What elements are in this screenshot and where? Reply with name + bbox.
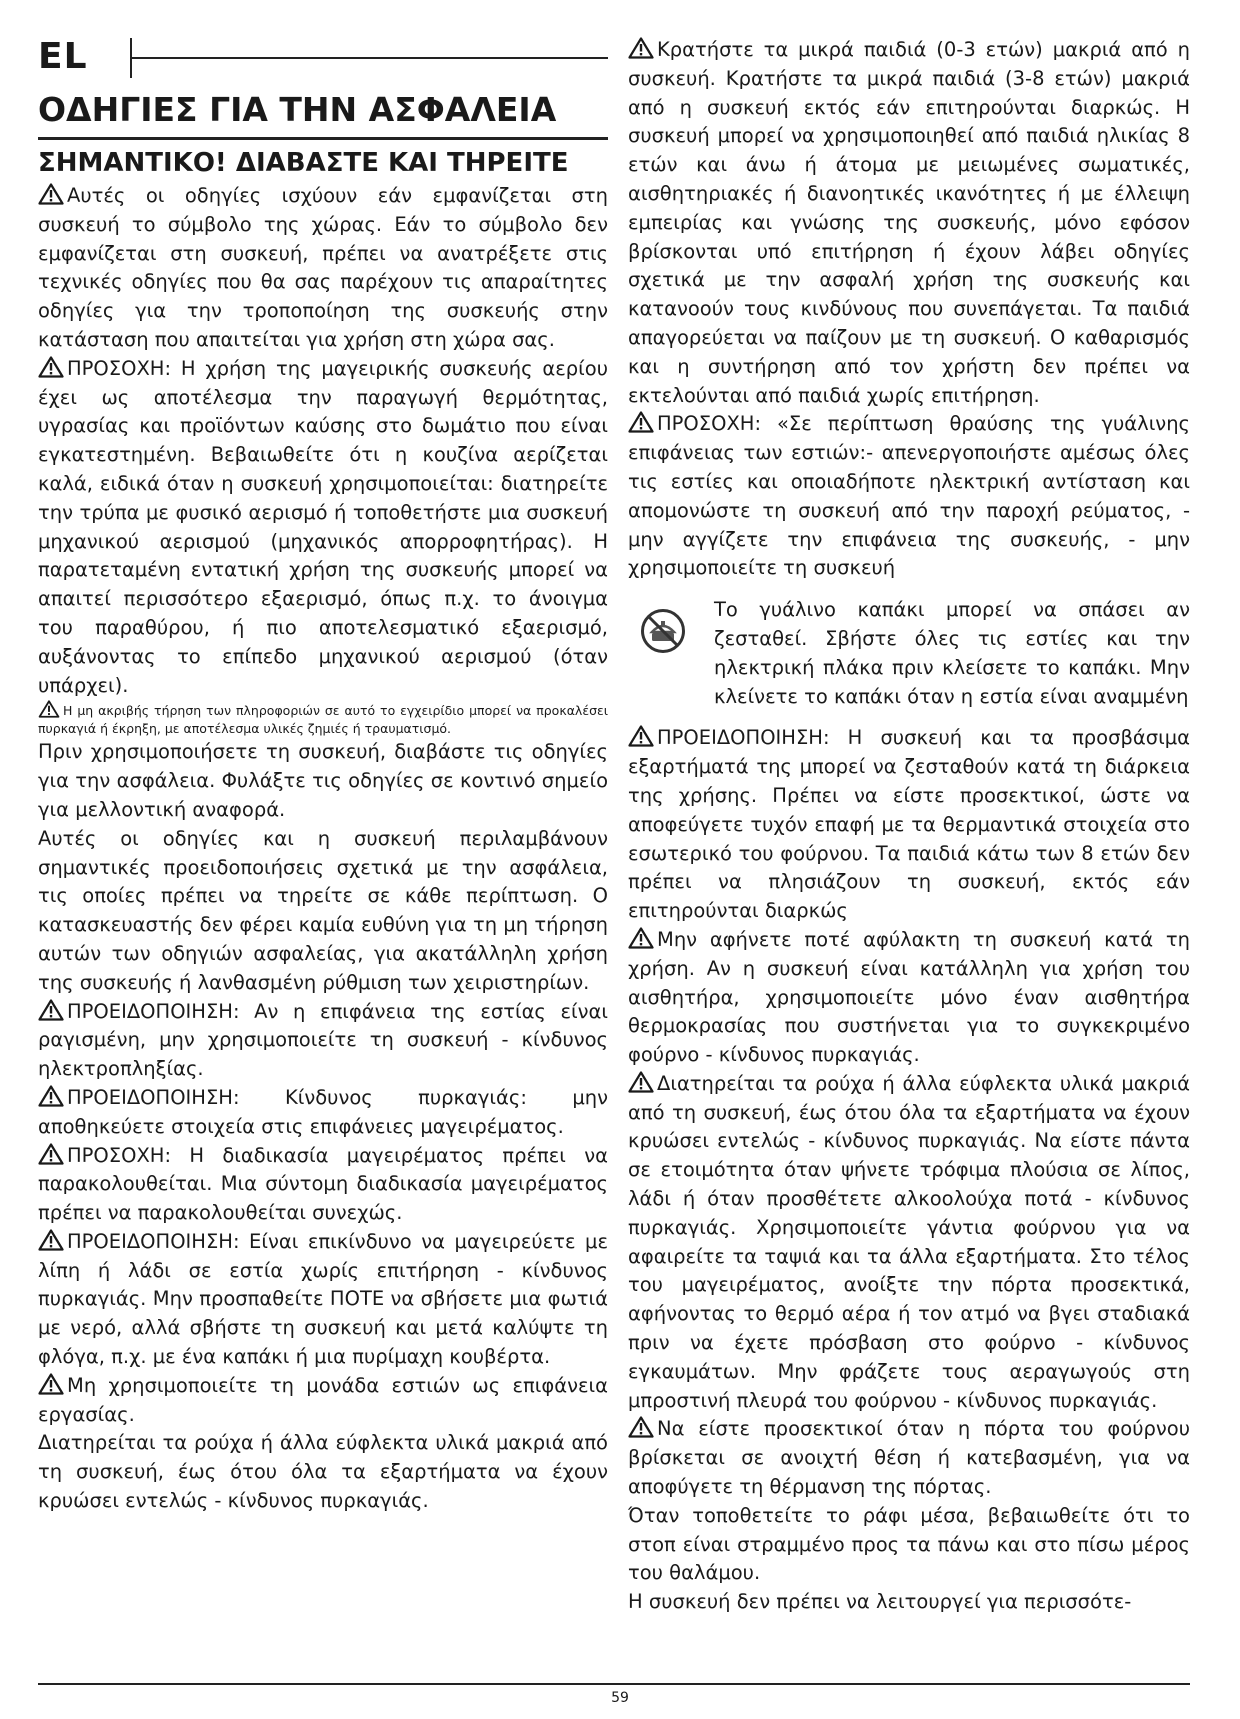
paragraph — [38, 998, 608, 1084]
paragraph-text: ΠΡΟΣΟΧΗ: Η χρήση της μαγειρικής συσκευής αερίου έχει ως αποτέλεσμα την παραγωγή θερμότητας, υγρασίας και προϊόντων καύσης στο δωμάτιο που είναι εγκατεστημένη. Βεβαιωθείτε ότι η κουζίνα αερίζεται καλά, ειδικά όταν η συσκευή χρησιμοποιείται: διατηρείτε την τρύπα με φυσικό αερισμό ή τοποθετήστε μια συσκευή μηχανικού αερισμού (μηχανικός απορροφητήρας). Η παρατεταμένη εντατική χρήση της συσκευής μπορεί να απαιτεί περισσότερο εξαερισμό, όπως π.χ. το άνοιγμα του παραθύρου, ή πιο αποτελεσματικό εξαερισμό, αυξάνοντας το επίπεδο μηχανικού αερισμού (όταν υπάρχει). — [38, 356, 608, 697]
warning-triangle-icon — [628, 927, 654, 949]
paragraph-text: ΠΡΟΕΙΔΟΠΟΙΗΣΗ: Κίνδυνος πυρκαγιάς: μην αποθηκεύετε στοιχεία στις επιφάνειες μαγειρέματος. — [38, 1085, 608, 1138]
glass-lid-note — [628, 596, 1190, 711]
paragraph — [38, 182, 608, 355]
right-bottom-paragraphs — [628, 724, 1190, 1617]
paragraph — [628, 926, 1190, 1070]
paragraph — [628, 724, 1190, 926]
page-number: 59 — [611, 1690, 629, 1706]
paragraph-text: ΠΡΟΕΙΔΟΠΟΙΗΣΗ: Είναι επικίνδυνο να μαγειρεύετε με λίπη ή λάδι σε εστία χωρίς επιτήρηση - κίνδυνος πυρκαγιάς. Μην προσπαθείτε ΠΟΤΕ να σβήσετε μια φωτιά με νερό, αλλά σβήστε τη συσκευή και μετά καλύψτε τη φλόγα, π.χ. με ένα καπάκι ή μια πυρίμαχη κουβέρτα. — [38, 1229, 608, 1369]
paragraph-text: Κρατήστε τα μικρά παιδιά (0-3 ετών) μακριά από η συσκευή. Κρατήστε τα μικρά παιδιά (3-8 ετών) μακριά από η συσκευή εκτός εάν επιτηρούνται διαρκώς. Η συσκευή μπορεί να χρησιμοποιηθεί από παιδιά ηλικίας 8 ετών και άνω ή άτομα με μειωμένες σωματικές, αισθητηριακές ή διανοητικές ικανότητες ή με έλλειψη εμπειρίας και γνώσης της συσκευής, μόνο εφόσον βρίσκονται υπό επιτήρηση ή έχουν λάβει οδηγίες σχετικά με την ασφαλή χρήση της συσκευής και κατανοούν τους κινδύνους που συνεπάγεται. Τα παιδιά απαγορεύεται να παίζουν με τη συσκευή. Ο καθαρισμός και η συντήρηση από τον χρήστη δεν πρέπει να εκτελούνται από παιδιά χωρίς επιτήρηση. — [628, 38, 1190, 407]
paragraph — [38, 738, 608, 824]
header-rule — [130, 57, 608, 59]
warning-triangle-icon — [628, 725, 654, 747]
paragraph — [38, 1429, 608, 1515]
warning-triangle-icon — [38, 356, 64, 378]
paragraph — [38, 1084, 608, 1142]
paragraph-text: Διατηρείται τα ρούχα ή άλλα εύφλεκτα υλικά μακριά από τη συσκευή, έως ότου όλα τα εξαρτήματα να έχουν κρυώσει εντελώς - κίνδυνος πυρκαγιάς. Να είστε πάντα σε ετοιμότητα όταν ψήνετε τρόφιμα πλούσια σε λίπος, λάδι ή όταν προσθέτετε αλκοολούχα ποτά - κίνδυνος πυρκαγιάς. Χρησιμοποιείτε γάντια φούρνου για να αφαιρείτε τα ταψιά και τα άλλα εξαρτήματα. Στο τέλος του μαγειρέματος, ανοίξτε την πόρτα προσεκτικά, αφήνοντας το θερμό αέρα ή τον ατμό να βγει σταδιακά πριν να έχετε πρόσβαση στο φούρνο - κίνδυνος εγκαυμάτων. Μην φράζετε τους αεραγωγούς στη μπροστινή πλευρά του φούρνου - κίνδυνος πυρκαγιάς. — [628, 1071, 1190, 1412]
warning-triangle-icon — [38, 1373, 64, 1395]
paragraph — [628, 1502, 1190, 1588]
paragraph-text: Μη χρησιμοποιείτε τη μονάδα εστιών ως επιφάνεια εργασίας. — [38, 1373, 608, 1426]
paragraph-text: ΠΡΟΣΟΧΗ: Η διαδικασία μαγειρέματος πρέπει να παρακολουθείται. Μια σύντομη διαδικασία μαγειρέματος πρέπει να παρακολουθείται συνεχώς. — [38, 1143, 608, 1225]
paragraph-text: Πριν χρησιμοποιήσετε τη συσκευή, διαβάστε τις οδηγίες για την ασφάλεια. Φυλάξτε τις οδηγίες σε κοντινό σημείο για μελλοντική αναφορά. — [38, 740, 608, 821]
warning-triangle-icon — [38, 183, 64, 205]
paragraph-text: ΠΡΟΣΟΧΗ: «Σε περίπτωση θραύσης της γυάλινης επιφάνειας των εστιών:- απενεργοποιήστε αμέσως όλες τις εστίες και οποιαδήποτε ηλεκτρική αντίσταση και απομονώστε τη συσκευή από την παροχή ρεύματος, - μην αγγίζετε την επιφάνεια της συσκευής, - μην χρησιμοποιείτε τη συσκευή — [628, 412, 1190, 580]
paragraph — [38, 1372, 608, 1430]
warning-triangle-icon — [38, 1229, 64, 1251]
left-column — [38, 182, 608, 1516]
paragraph-text: Η μη ακριβής τήρηση των πληροφοριών σε αυτό το εγχειρίδιο μπορεί να προκαλέσει πυρκαγιά ή έκρηξη, με αποτέλεσμα υλικές ζημιές ή τραυματισμό. — [38, 703, 608, 737]
title-underline — [38, 137, 608, 140]
warning-triangle-icon — [628, 1416, 654, 1438]
paragraph — [628, 410, 1190, 583]
glass-lid-text: Το γυάλινο καπάκι μπορεί να σπάσει αν ζεσταθεί. Σβήστε όλες τις εστίες και την ηλεκτρική πλάκα πριν κλείσετε το καπάκι. Μην κλείνετε το καπάκι όταν η εστία είναι αναμμένη — [714, 598, 1190, 708]
paragraph-text: ΠΡΟΕΙΔΟΠΟΙΗΣΗ: Αν η επιφάνεια της εστίας είναι ραγισμένη, μην χρησιμοποιείτε τη συσκευή - κίνδυνος ηλεκτροπληξίας. — [38, 999, 608, 1081]
paragraph — [628, 36, 1190, 410]
paragraph — [38, 355, 608, 701]
paragraph-text: Να είστε προσεκτικοί όταν η πόρτα του φούρνου βρίσκεται σε ανοιχτή θέση ή κατεβασμένη, για να αποφύγετε τη θέρμανση της πόρτας. — [628, 1417, 1190, 1499]
paragraph-text: Αυτές οι οδηγίες και η συσκευή περιλαμβάνουν σημαντικές προειδοποιήσεις σχετικά με την ασφάλεια, τις οποίες πρέπει να τηρείτε σε κάθε περίπτωση. Ο κατασκευαστής δεν φέρει καμία ευθύνη για τη μη τήρηση αυτών των οδηγιών ασφαλείας, για ακατάλληλη χρήση της συσκευής ή λανθασμένη ρύθμιση των χειριστηρίων. — [38, 826, 608, 994]
right-top-paragraphs — [628, 36, 1190, 583]
paragraph-text: Η συσκευή δεν πρέπει να λειτουργεί για περισσότε- — [628, 1590, 1132, 1614]
warning-triangle-icon — [38, 999, 64, 1021]
warning-triangle-icon — [38, 700, 60, 718]
paragraph-text: Διατηρείται τα ρούχα ή άλλα εύφλεκτα υλικά μακριά από τη συσκευή, έως ότου όλα τα εξαρτήματα να έχουν κρυώσει εντελώς - κίνδυνος πυρκαγιάς. — [38, 1431, 608, 1513]
paragraph-text: Αυτές οι οδηγίες ισχύουν εάν εμφανίζεται στη συσκευή το σύμβολο της χώρας. Εάν το σύμβολο δεν εμφανίζεται στη συσκευή, πρέπει να ανατρέξετε στις τεχνικές οδηγίες που θα σας παρέχουν τις απαραίτητες οδηγίες για την τροποποίηση της συσκευής στην κατάσταση που απαιτείται για χρήση στη χώρα σας. — [38, 184, 608, 351]
warning-triangle-icon — [628, 411, 654, 433]
no-glass-lid-icon — [640, 608, 686, 654]
paragraph — [38, 1142, 608, 1228]
warning-triangle-icon — [38, 1143, 64, 1165]
warning-triangle-icon — [628, 37, 654, 59]
warning-triangle-icon — [38, 1085, 64, 1107]
paragraph — [38, 1228, 608, 1372]
paragraph — [628, 1070, 1190, 1416]
paragraph — [628, 1415, 1190, 1501]
paragraph-text: Μην αφήνετε ποτέ αφύλακτη τη συσκευή κατά τη χρήση. Αν η συσκευή είναι κατάλληλη για χρήση του αισθητήρα, χρησιμοποιείτε μόνο έναν αισθητήρα θερμοκρασίας που συστήνεται για το συγκεκριμένο φούρνο - κίνδυνος πυρκαγιάς. — [628, 927, 1190, 1067]
language-code: EL — [38, 36, 88, 77]
paragraph — [628, 1588, 1190, 1617]
section-subtitle: ΣΗΜΑΝΤΙΚΟ! ΔΙΑΒΑΣΤΕ ΚΑΙ ΤΗΡΕΙΤΕ — [38, 148, 569, 178]
paragraph — [38, 825, 608, 998]
paragraph-text: Όταν τοποθετείτε το ράφι μέσα, βεβαιωθείτε ότι το στοπ είναι στραμμένο προς τα πάνω και στο πίσω μέρος του θαλάμου. — [628, 1503, 1190, 1585]
paragraph — [38, 700, 608, 738]
paragraph-text: ΠΡΟΕΙΔΟΠΟΙΗΣΗ: Η συσκευή και τα προσβάσιμα εξαρτήματά της μπορεί να ζεσταθούν κατά τη διάρκεια της χρήσης. Πρέπει να είστε προσεκτικοί, ώστε να αποφεύγετε τυχόν επαφή με τα θερμαντικά στοιχεία στο εσωτερικό του φούρνου. Τα παιδιά κάτω των 8 ετών δεν πρέπει να πλησιάζουν τη συσκευή, εκτός εάν επιτηρούνται διαρκώς — [628, 726, 1190, 923]
footer-rule — [38, 1683, 1190, 1685]
warning-triangle-icon — [628, 1071, 654, 1093]
right-column — [628, 36, 1190, 1617]
page-title: ΟΔΗΓΙΕΣ ΓΙΑ ΤΗΝ ΑΣΦΑΛΕΙΑ — [38, 90, 557, 129]
